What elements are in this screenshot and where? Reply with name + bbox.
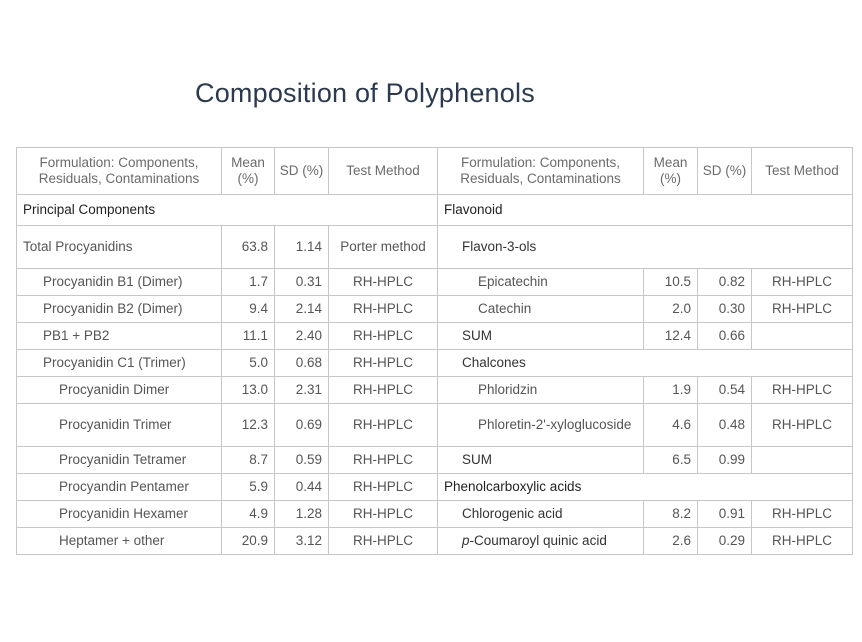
sd-value: 3.12 (275, 528, 329, 555)
header-sd: SD (%) (698, 148, 752, 195)
mean-value: 2.0 (644, 296, 698, 323)
component-name: Procyanidin C1 (Trimer) (17, 350, 222, 377)
header-method: Test Method (329, 148, 438, 195)
sd-value: 0.30 (698, 296, 752, 323)
sd-value: 0.44 (275, 474, 329, 501)
test-method: RH-HPLC (752, 404, 853, 447)
sd-value: 1.14 (275, 226, 329, 269)
header-method: Test Method (752, 148, 853, 195)
component-name: Heptamer + other (17, 528, 222, 555)
mean-value: 20.9 (222, 528, 275, 555)
mean-value: 12.3 (222, 404, 275, 447)
test-method: RH-HPLC (752, 269, 853, 296)
table-row (17, 323, 853, 350)
mean-value: 2.6 (644, 528, 698, 555)
test-method: RH-HPLC (329, 528, 438, 555)
component-name: Phloretin-2'-xyloglucoside (438, 404, 644, 447)
component-name: Chlorogenic acid (438, 501, 644, 528)
component-name: Procyanidin Dimer (17, 377, 222, 404)
section-row (17, 195, 853, 226)
test-method: RH-HPLC (329, 323, 438, 350)
component-name: Procyanidin Tetramer (17, 447, 222, 474)
header-mean: Mean (%) (222, 148, 275, 195)
sd-value: 0.68 (275, 350, 329, 377)
test-method: RH-HPLC (752, 377, 853, 404)
sd-value: 0.31 (275, 269, 329, 296)
component-name: Phloridzin (438, 377, 644, 404)
table-row (17, 350, 853, 377)
test-method: RH-HPLC (329, 296, 438, 323)
component-name: Procyanidin Trimer (17, 404, 222, 447)
mean-value: 63.8 (222, 226, 275, 269)
table-row (17, 528, 853, 555)
mean-value: 12.4 (644, 323, 698, 350)
mean-value: 5.9 (222, 474, 275, 501)
header-formulation: Formulation: Components, Residuals, Contaminations (17, 148, 222, 195)
component-name: Procyanidin Hexamer (17, 501, 222, 528)
table-row (17, 296, 853, 323)
component-name: Procyandin Pentamer (17, 474, 222, 501)
sd-value: 0.69 (275, 404, 329, 447)
test-method: RH-HPLC (329, 474, 438, 501)
component-name: PB1 + PB2 (17, 323, 222, 350)
table-row (17, 269, 853, 296)
table-row (17, 377, 853, 404)
sd-value: 2.14 (275, 296, 329, 323)
component-name: Epicatechin (438, 269, 644, 296)
sd-value: 0.29 (698, 528, 752, 555)
mean-value: 1.9 (644, 377, 698, 404)
sd-value: 1.28 (275, 501, 329, 528)
sd-value: 0.99 (698, 447, 752, 474)
polyphenol-table (16, 147, 853, 555)
test-method (752, 323, 853, 350)
test-method: RH-HPLC (329, 447, 438, 474)
sd-value: 0.82 (698, 269, 752, 296)
section-principal-components: Principal Components (17, 195, 438, 226)
subgroup-label: Flavon-3-ols (438, 226, 853, 269)
header-sd: SD (%) (275, 148, 329, 195)
sd-value: 0.59 (275, 447, 329, 474)
test-method: RH-HPLC (329, 404, 438, 447)
test-method: RH-HPLC (752, 528, 853, 555)
test-method: Porter method (329, 226, 438, 269)
component-name-rest: -Coumaroyl quinic acid (469, 533, 607, 548)
header-row (17, 148, 853, 195)
header-mean: Mean (%) (644, 148, 698, 195)
mean-value: 9.4 (222, 296, 275, 323)
subgroup-label: Phenolcarboxylic acids (438, 474, 853, 501)
table-row (17, 474, 853, 501)
mean-value: 1.7 (222, 269, 275, 296)
sd-value: 0.66 (698, 323, 752, 350)
table-row (17, 447, 853, 474)
mean-value: 10.5 (644, 269, 698, 296)
mean-value: 6.5 (644, 447, 698, 474)
subgroup-label: Chalcones (438, 350, 853, 377)
mean-value: 4.9 (222, 501, 275, 528)
mean-value: 8.2 (644, 501, 698, 528)
sd-value: 0.54 (698, 377, 752, 404)
test-method: RH-HPLC (752, 501, 853, 528)
component-name: Procyanidin B1 (Dimer) (17, 269, 222, 296)
mean-value: 13.0 (222, 377, 275, 404)
sd-value: 0.91 (698, 501, 752, 528)
section-flavonoid: Flavonoid (438, 195, 853, 226)
sd-value: 2.31 (275, 377, 329, 404)
sd-value: 0.48 (698, 404, 752, 447)
component-name: SUM (438, 323, 644, 350)
test-method (752, 447, 853, 474)
sd-value: 2.40 (275, 323, 329, 350)
component-name: Catechin (438, 296, 644, 323)
table-row (17, 404, 853, 447)
mean-value: 11.1 (222, 323, 275, 350)
test-method: RH-HPLC (329, 269, 438, 296)
mean-value: 8.7 (222, 447, 275, 474)
test-method: RH-HPLC (329, 501, 438, 528)
test-method: RH-HPLC (329, 350, 438, 377)
mean-value: 5.0 (222, 350, 275, 377)
table-row (17, 501, 853, 528)
component-name (438, 528, 644, 555)
page-title: Composition of Polyphenols (195, 78, 535, 108)
italic-prefix: p (462, 533, 470, 548)
test-method: RH-HPLC (329, 377, 438, 404)
header-formulation: Formulation: Components, Residuals, Contaminations (438, 148, 644, 195)
mean-value: 4.6 (644, 404, 698, 447)
table-row (17, 226, 853, 269)
test-method: RH-HPLC (752, 296, 853, 323)
component-name: SUM (438, 447, 644, 474)
component-name: Total Procyanidins (17, 226, 222, 269)
component-name: Procyanidin B2 (Dimer) (17, 296, 222, 323)
